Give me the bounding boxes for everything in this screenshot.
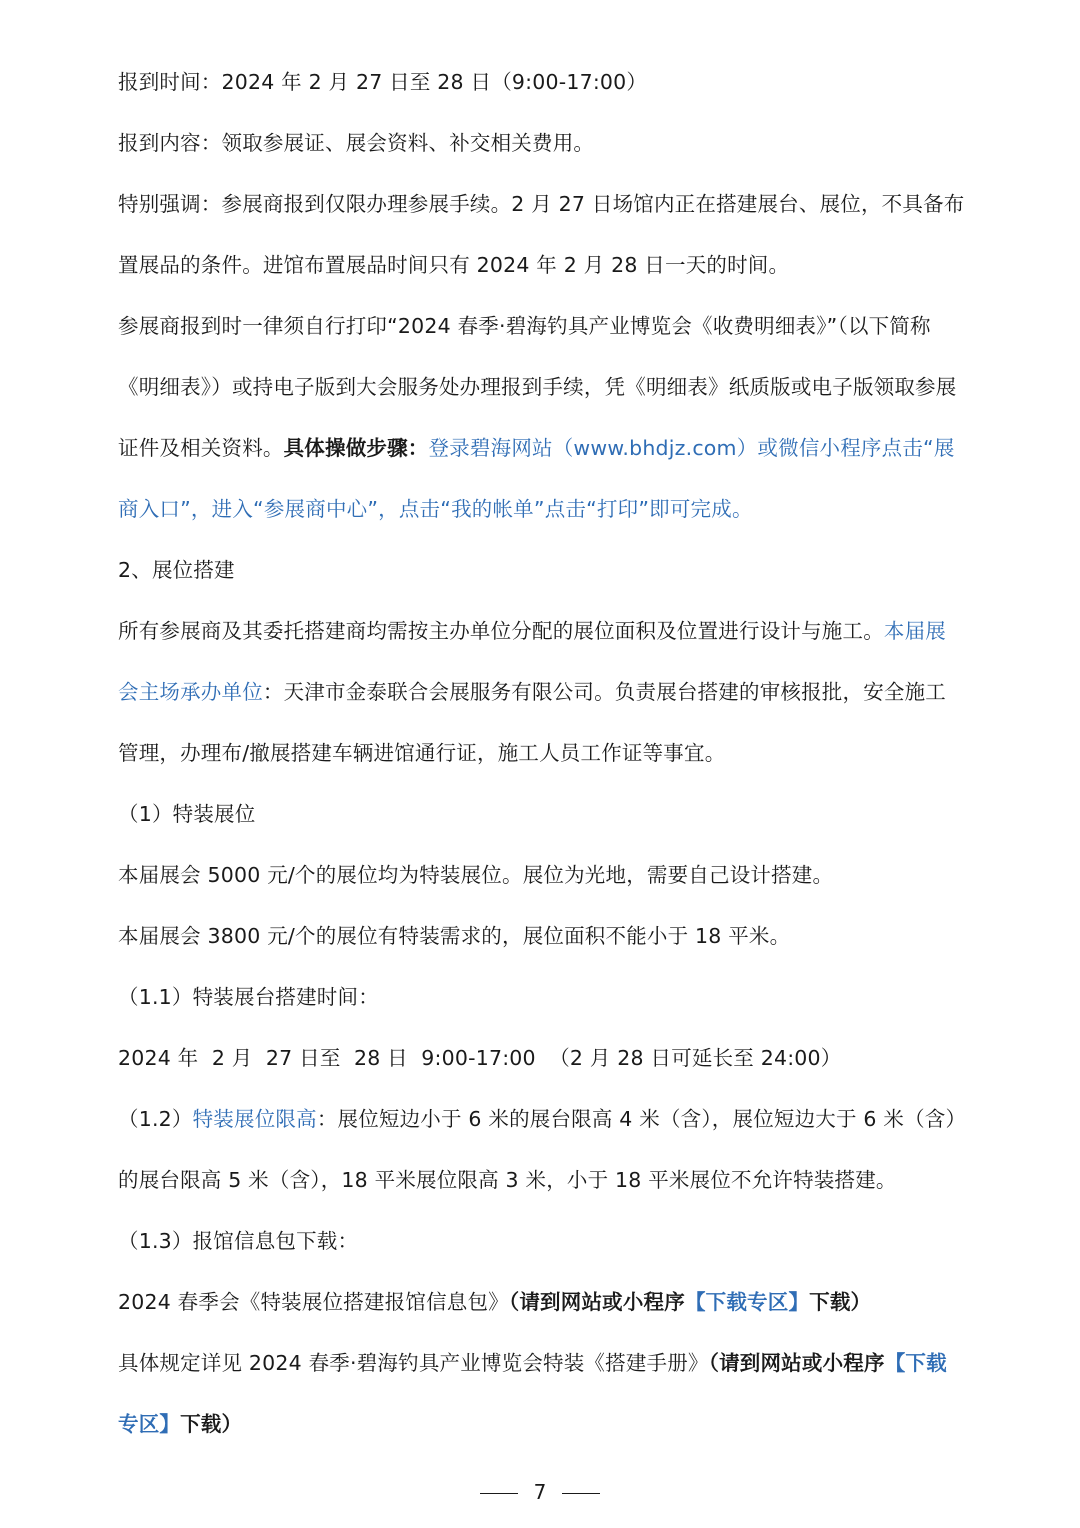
section-heading-booth-construction: 2、展位搭建 [118,558,235,582]
manual-note-b: 下载） [180,1412,243,1436]
info-pack-note-a: （请到网站或小程序 [508,1290,685,1314]
height-limit-text: ：展位短边小于 6 米的展台限高 4 米（含），展位短边大于 6 米（含）的展台限高 5 米（含），18 平米展位限高 3 米，小于 18 平米展位不允许特装搭建。 [118,1107,956,1192]
special-emphasis [118,174,966,296]
height-limit [118,1089,966,1211]
construction-requirements-text: 所有参展商及其委托搭建商均需按主办单位分配的展位面积及位置进行设计与施工。 [118,619,884,643]
special-booth-3800: 本届展会 3800 元/个的展位有特装需求的，展位面积不能小于 18 平米。 [118,924,791,948]
build-time-value: 2024 年 2 月 27 日至 28 日 9:00-17:00 （2 月 28 日可延长至 24:00） [118,1046,842,1070]
manual-note-a: （请到网站或小程序 [708,1351,885,1375]
info-pack-text: 2024 春季会《特装展位搭建报馆信息包》 [118,1290,509,1314]
subheading-download: （1.3）报馆信息包下载： [118,1229,359,1253]
steps-text: 登录碧海网站（www.bhdjz.com）或微信小程序点击“展商入口”，进入“参展商中心”，点击“我的帐单”点击“打印”即可完成。 [118,436,955,521]
manual-text: 具体规定详见 2024 春季·碧海钓具产业博览会特装《搭建手册》 [118,1351,709,1375]
download-manual [118,1333,966,1455]
footer-dash-right [562,1493,600,1494]
info-pack-note-b: 下载） [809,1290,872,1314]
host-contractor-text: ：天津市金泰联合会展服务有限公司。负责展台搭建的审核报批，安全施工管理，办理布/撤展搭建车辆进馆通行证，施工人员工作证等事宜。 [118,680,947,765]
special-emphasis-label: 特别强调： [118,192,222,216]
page-footer [0,1478,1080,1506]
print-instructions [118,296,966,540]
host-contractor-label: 本届展会主场承办单位 [118,619,947,704]
download-zone-link[interactable]: 【下载专区】 [684,1290,810,1314]
registration-content: 报到内容：领取参展证、展会资料、补交相关费用。 [118,131,595,155]
footer-dash-left [480,1493,518,1494]
download-info-pack [118,1272,966,1333]
registration-time: 报到时间：2024 年 2 月 27 日至 28 日（9:00-17:00） [118,70,648,94]
page-number: 7 [533,1480,547,1504]
subheading-build-time: （1.1）特装展台搭建时间： [118,985,379,1009]
special-booth-5000: 本届展会 5000 元/个的展位均为特装展位。展位为光地，需要自己设计搭建。 [118,863,834,887]
special-emphasis-text: 参展商报到仅限办理参展手续。2 月 27 日场馆内正在搭建展台、展位，不具备布置展品的条件。进馆布置展品时间只有 2024 年 2 月 28 日一天的时间。 [118,192,965,277]
document-body [118,52,966,1455]
steps-label: 具体操做步骤： [283,436,429,460]
manual-download-zone-link[interactable]: 【下载专区】 [118,1351,947,1436]
subheading-special-booth: （1）特装展位 [118,802,256,826]
height-limit-prefix: （1.2） [118,1107,193,1131]
construction-requirements [118,601,966,784]
print-instructions-text: 参展商报到时一律须自行打印“2024 春季·碧海钓具产业博览会《收费明细表》”（以下简称《明细表》）或持电子版到大会服务处办理报到手续，凭《明细表》纸质版或电子版领取参展证件及相关资料。 [118,314,957,460]
height-limit-label: 特装展位限高 [192,1107,317,1131]
